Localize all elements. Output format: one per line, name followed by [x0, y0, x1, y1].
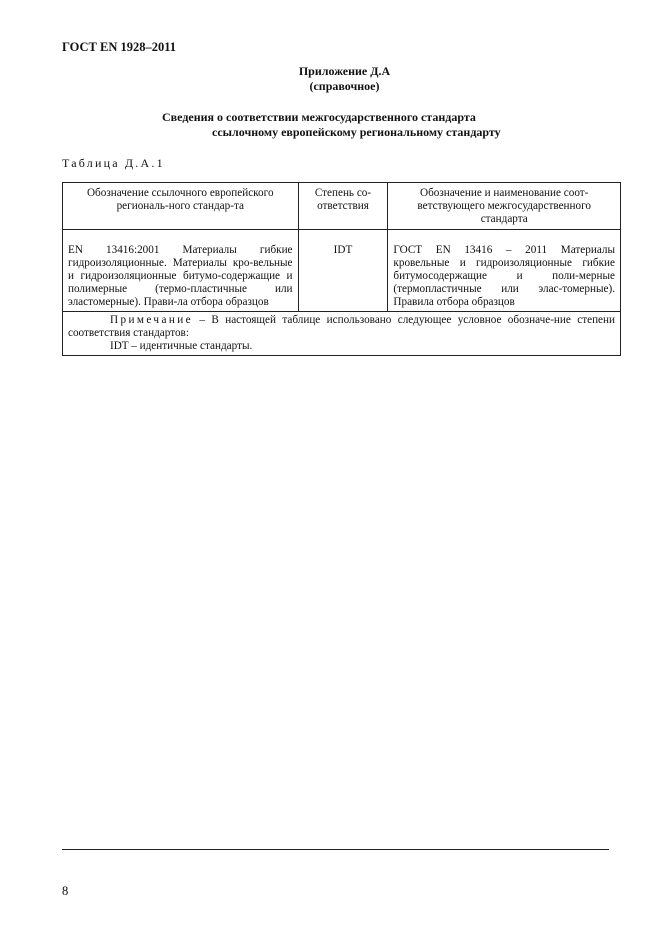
correspondence-table: [62, 182, 621, 356]
table-note-row: [63, 312, 621, 356]
column-header-reference-standard: Обозначение ссылочного европейского региональ-ного стандар-та: [63, 183, 299, 230]
annex-subtitle: (справочное): [309, 79, 380, 93]
annex-heading-line1: Сведения о соответствии межгосударственного стандарта: [162, 110, 476, 124]
annex-heading-line2: ссылочному европейскому региональному стандарту: [212, 125, 501, 139]
annex-title: Приложение Д.А: [298, 64, 391, 78]
cell-degree: IDT: [298, 230, 388, 312]
column-header-interstate-standard: Обозначение и наименование соот-ветствующего межгосударственного стандарта: [388, 183, 621, 230]
table-note: [63, 312, 621, 356]
column-header-degree: Степень со-ответствия: [298, 183, 388, 230]
page-number: 8: [62, 884, 69, 898]
document-code: ГОСТ EN 1928–2011: [62, 40, 177, 54]
note-definition: IDT – идентичные стандарты.: [110, 340, 253, 352]
table-header-row: [63, 183, 621, 230]
annex-title-block: [0, 64, 661, 94]
cell-interstate-standard: ГОСТ EN 13416 – 2011 Материалы кровельные и гидроизоляционные гибкие битумосодержащие и поли-мерные (термопластичные или элас-томерные). Правила отбора образцов: [388, 230, 621, 312]
table-caption: Таблица Д.А.1: [62, 156, 165, 170]
footer-divider: [62, 849, 609, 850]
note-text: [68, 314, 615, 340]
note-body: – В настоящей таблице использовано следующее условное обозначе-ние степени соответствия стандартов:: [68, 314, 615, 339]
note-label: Примечание: [110, 314, 193, 326]
table-row: [63, 230, 621, 312]
cell-reference-standard: EN 13416:2001 Материалы гибкие гидроизоляционные. Материалы кро-вельные и гидроизоляционные битумо-содержащие и полимерные (термо-пластичные или эластомерные). Прави-ла отбора образцов: [63, 230, 299, 312]
